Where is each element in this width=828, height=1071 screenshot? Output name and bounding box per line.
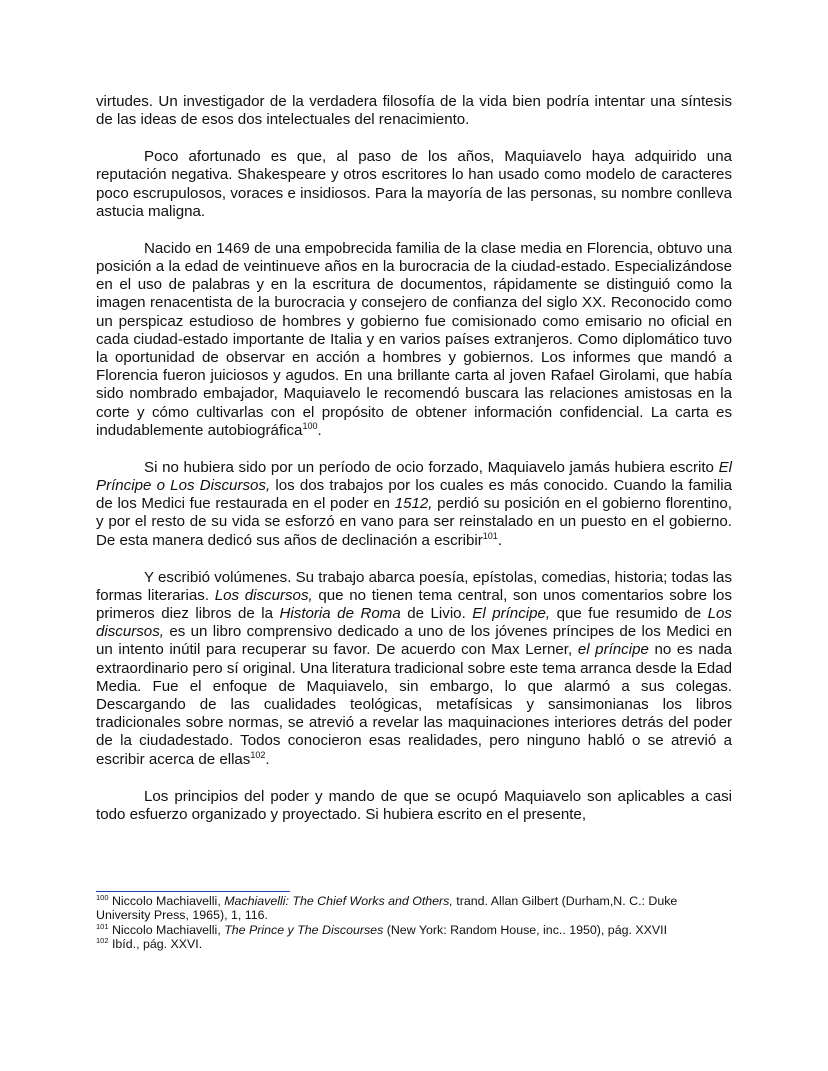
- italic-title: 1512,: [394, 495, 433, 513]
- footnote-number: 100: [96, 893, 109, 902]
- italic-title: El Príncipe o Los Discursos,: [96, 458, 732, 495]
- footnote-text: Ibíd., pág. XXVI.: [108, 937, 203, 952]
- body-text: [96, 93, 732, 843]
- footnote: [96, 923, 732, 937]
- paragraph: Si no hubiera sido por un período de ocio forzado, Maquiavelo jamás hubiera escrito El Príncipe o Los Discursos, los dos trabajos por los cuales es más conocido. Cuando la familia de los Medici fue restaurada en el poder en 1512, perdió su posición en el gobierno florentino, y por el resto de su vida se esforzó en vano para ser reinstalado en un puesto en el gobierno. De esta manera dedicó sus años de declinación a escribir$^{101}$.: [96, 458, 732, 549]
- footnote-reference: 101: [482, 530, 498, 541]
- footnote: [96, 937, 732, 951]
- paragraph: virtudes. Un investigador de la verdadera filosofía de la vida bien podría intentar una síntesis de las ideas de esos dos intelectuales del renacimiento.: [96, 93, 732, 129]
- paragraph: Nacido en 1469 de una empobrecida familia de la clase media en Florencia, obtuvo una posición a la edad de veintinueve años en la burocracia de la ciudad-estado. Especializándose en el uso de palabras y en la escritura de documentos, rápidamente se distinguió como la imagen renacentista de la burocracia y consejero de confianza del siglo XX. Reconocido como un perspicaz estudioso de hombres y gobierno fue comisionado como emisario no oficial en cada ciudad-estado importante de Italia y en varios países extranjeros. Como diplomático tuvo la oportunidad de observar en acción a hombres y gobiernos. Los informes que mandó a Florencia fueron juiciosos y agudos. En una brillante carta al joven Rafael Girolami, que había sido nombrado embajador, Maquiavelo le recomendó buscara las relaciones amistosas en la corte y cómo cultivarlas con el propósito de obtener información confidencial. La carta es indudablemente autobiográfica$^{100}$.: [96, 239, 732, 439]
- footnote-number: 102: [96, 936, 109, 946]
- footnote-reference: 102: [250, 749, 266, 760]
- italic-title: Los discursos,: [96, 605, 732, 641]
- footnotes: [96, 894, 732, 952]
- footnote: [96, 894, 732, 923]
- footnote-reference: 100: [302, 420, 318, 431]
- italic-title: The Prince y The Discourses: [224, 922, 384, 937]
- footnote-number: 101: [96, 921, 109, 931]
- footnote-text: Niccolo Machiavelli, The Prince y The Discourses (New York: Random House, inc.. 1950), pág. XXVII: [108, 922, 668, 937]
- footnote-separator: [96, 891, 290, 892]
- footnote-text: Niccolo Machiavelli, Machiavelli: The Chief Works and Others, trand. Allan Gilbert (Durham,N. C.: Duke University Press, 1965), 1, 116.: [96, 894, 678, 923]
- paragraph: Poco afortunado es que, al paso de los años, Maquiavelo haya adquirido una reputación negativa. Shakespeare y otros escritores lo han usado como modelo de caracteres poco escrupulosos, voraces e insidiosos. Para la mayoría de las personas, su nombre conlleva astucia maligna.: [96, 148, 732, 220]
- paragraph: Y escribió volúmenes. Su trabajo abarca poesía, epístolas, comedias, historia; todas las formas literarias. Los discursos, que no tienen tema central, son unos comentarios sobre los primeros diez libros de la Historia de Roma de Livio. El príncipe, que fue resumido de Los discursos, es un libro comprensivo dedicado a uno de los jóvenes príncipes de los Medici en un intento inútil para recuperar su favor. De acuerdo con Max Lerner, el príncipe no es nada extraordinario pero sí original. Una literatura tradicional sobre este tema arranca desde la Edad Media. Fue el enfoque de Maquiavelo, sin embargo, lo que alarmó a sus colegas. Descargando de las cualidades teológicas, metafísicas y sansimonianas los libros tradicionales sobre normas, se atrevió a revelar las maquinaciones interiores detrás del poder de la ciudadestado. Todos conocieron esas realidades, pero ninguno habló o se atrevió a escribir acerca de ellas$^{102}$.: [96, 568, 733, 768]
- italic-title: Machiavelli: The Chief Works and Others,: [224, 894, 453, 908]
- italic-title: el príncipe: [577, 641, 649, 659]
- paragraph: Los principios del poder y mando de que se ocupó Maquiavelo son aplicables a casi todo esfuerzo organizado y proyectado. Si hubiera escrito en el presente,: [96, 787, 732, 823]
- italic-title: Los discursos,: [214, 586, 313, 604]
- italic-title: El príncipe,: [472, 605, 551, 623]
- italic-title: Historia de Roma: [279, 605, 401, 623]
